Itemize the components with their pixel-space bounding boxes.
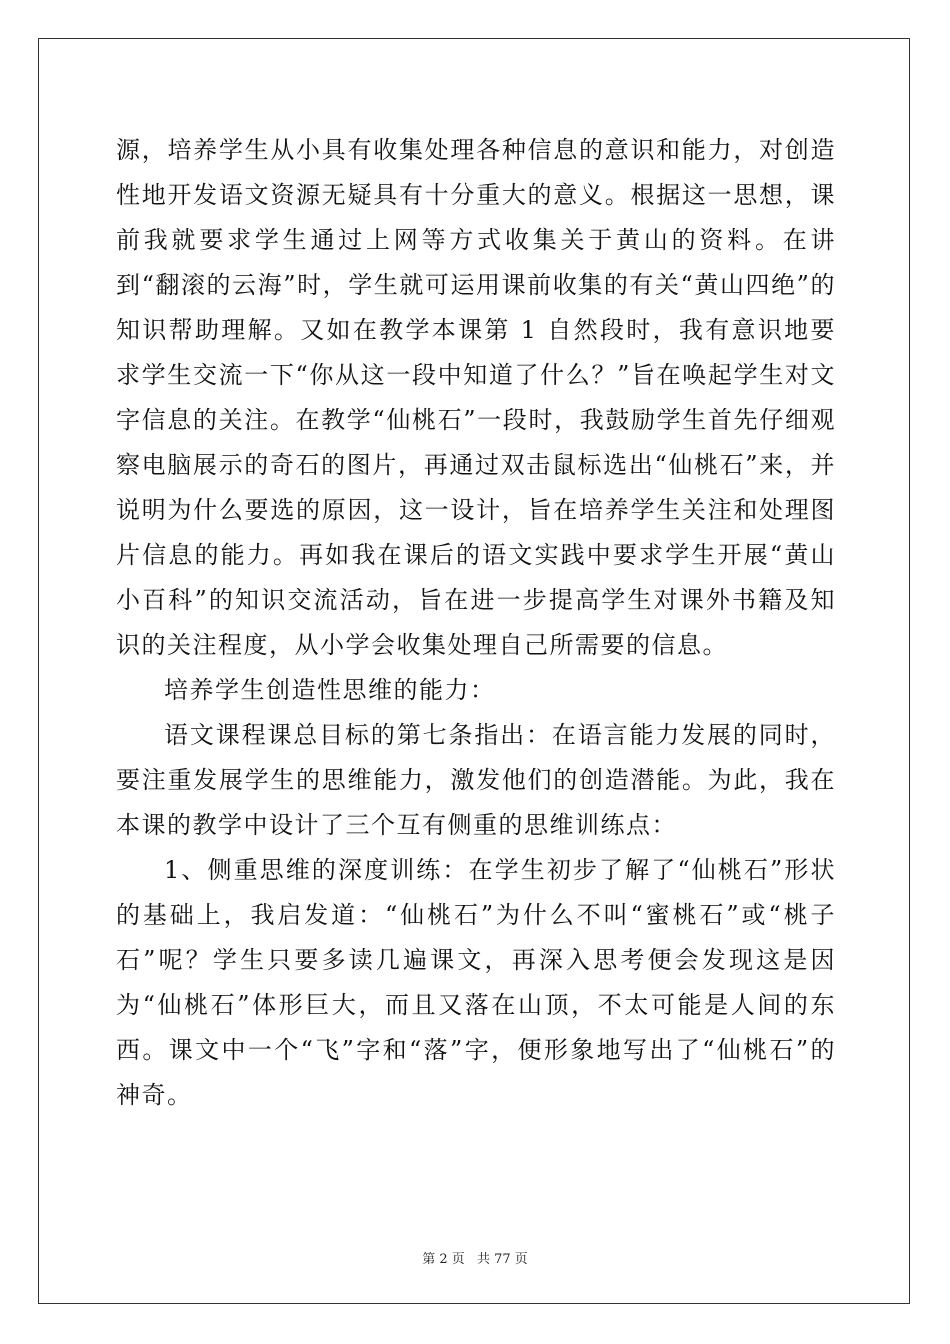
paragraph-2-heading: 培养学生创造性思维的能力： [164, 676, 496, 704]
paragraph-1: 源，培养学生从小具有收集处理各种信息的意识和能力，对创造性地开发语文资源无疑具有十分重大的意义。根据这一思想，课前我就要求学生通过上网等方式收集关于黄山的资料。在讲到“翻滚的云海”时，学生就可运用课前收集的有关“黄山四绝”的知识帮助理解。又如在教学本课第 1 自然段时，我有意识地要求学生交流一下“你从这一段中知道了什么？”旨在唤起学生对文字信息的关注。在教学“仙桃石”一段时，我鼓励学生首先仔细观察电脑展示的奇石的图片，再通过双击鼠标选出“仙桃石”来，并说明为什么要选的原因，这一设计，旨在培养学生关注和处理图片信息的能力。再如我在课后的语文实践中要求学生开展“黄山小百科”的知识交流活动，旨在进一步提高学生对课外书籍及知识的关注程度，从小学会收集处理自己所需要的信息。 [116, 136, 836, 659]
document-body [116, 128, 836, 1118]
paragraph-3: 语文课程课总目标的第七条指出：在语言能力发展的同时，要注重发展学生的思维能力，激发他们的创造潜能。为此，我在本课的教学中设计了三个互有侧重的思维训练点： [116, 721, 836, 839]
page-total: 共 77 页 [476, 1252, 528, 1267]
page-footer [0, 1248, 950, 1267]
page-number: 第 2 页 [422, 1252, 465, 1267]
paragraph-4: 1、侧重思维的深度训练：在学生初步了解了“仙桃石”形状的基础上，我启发道：“仙桃石”为什么不叫“蜜桃石”或“桃子石”呢？学生只要多读几遍课文，再深入思考便会发现这是因为“仙桃石”体形巨大，而且又落在山顶，不太可能是人间的东西。课文中一个“飞”字和“落”字，便形象地写出了“仙桃石”的神奇。 [116, 856, 836, 1109]
